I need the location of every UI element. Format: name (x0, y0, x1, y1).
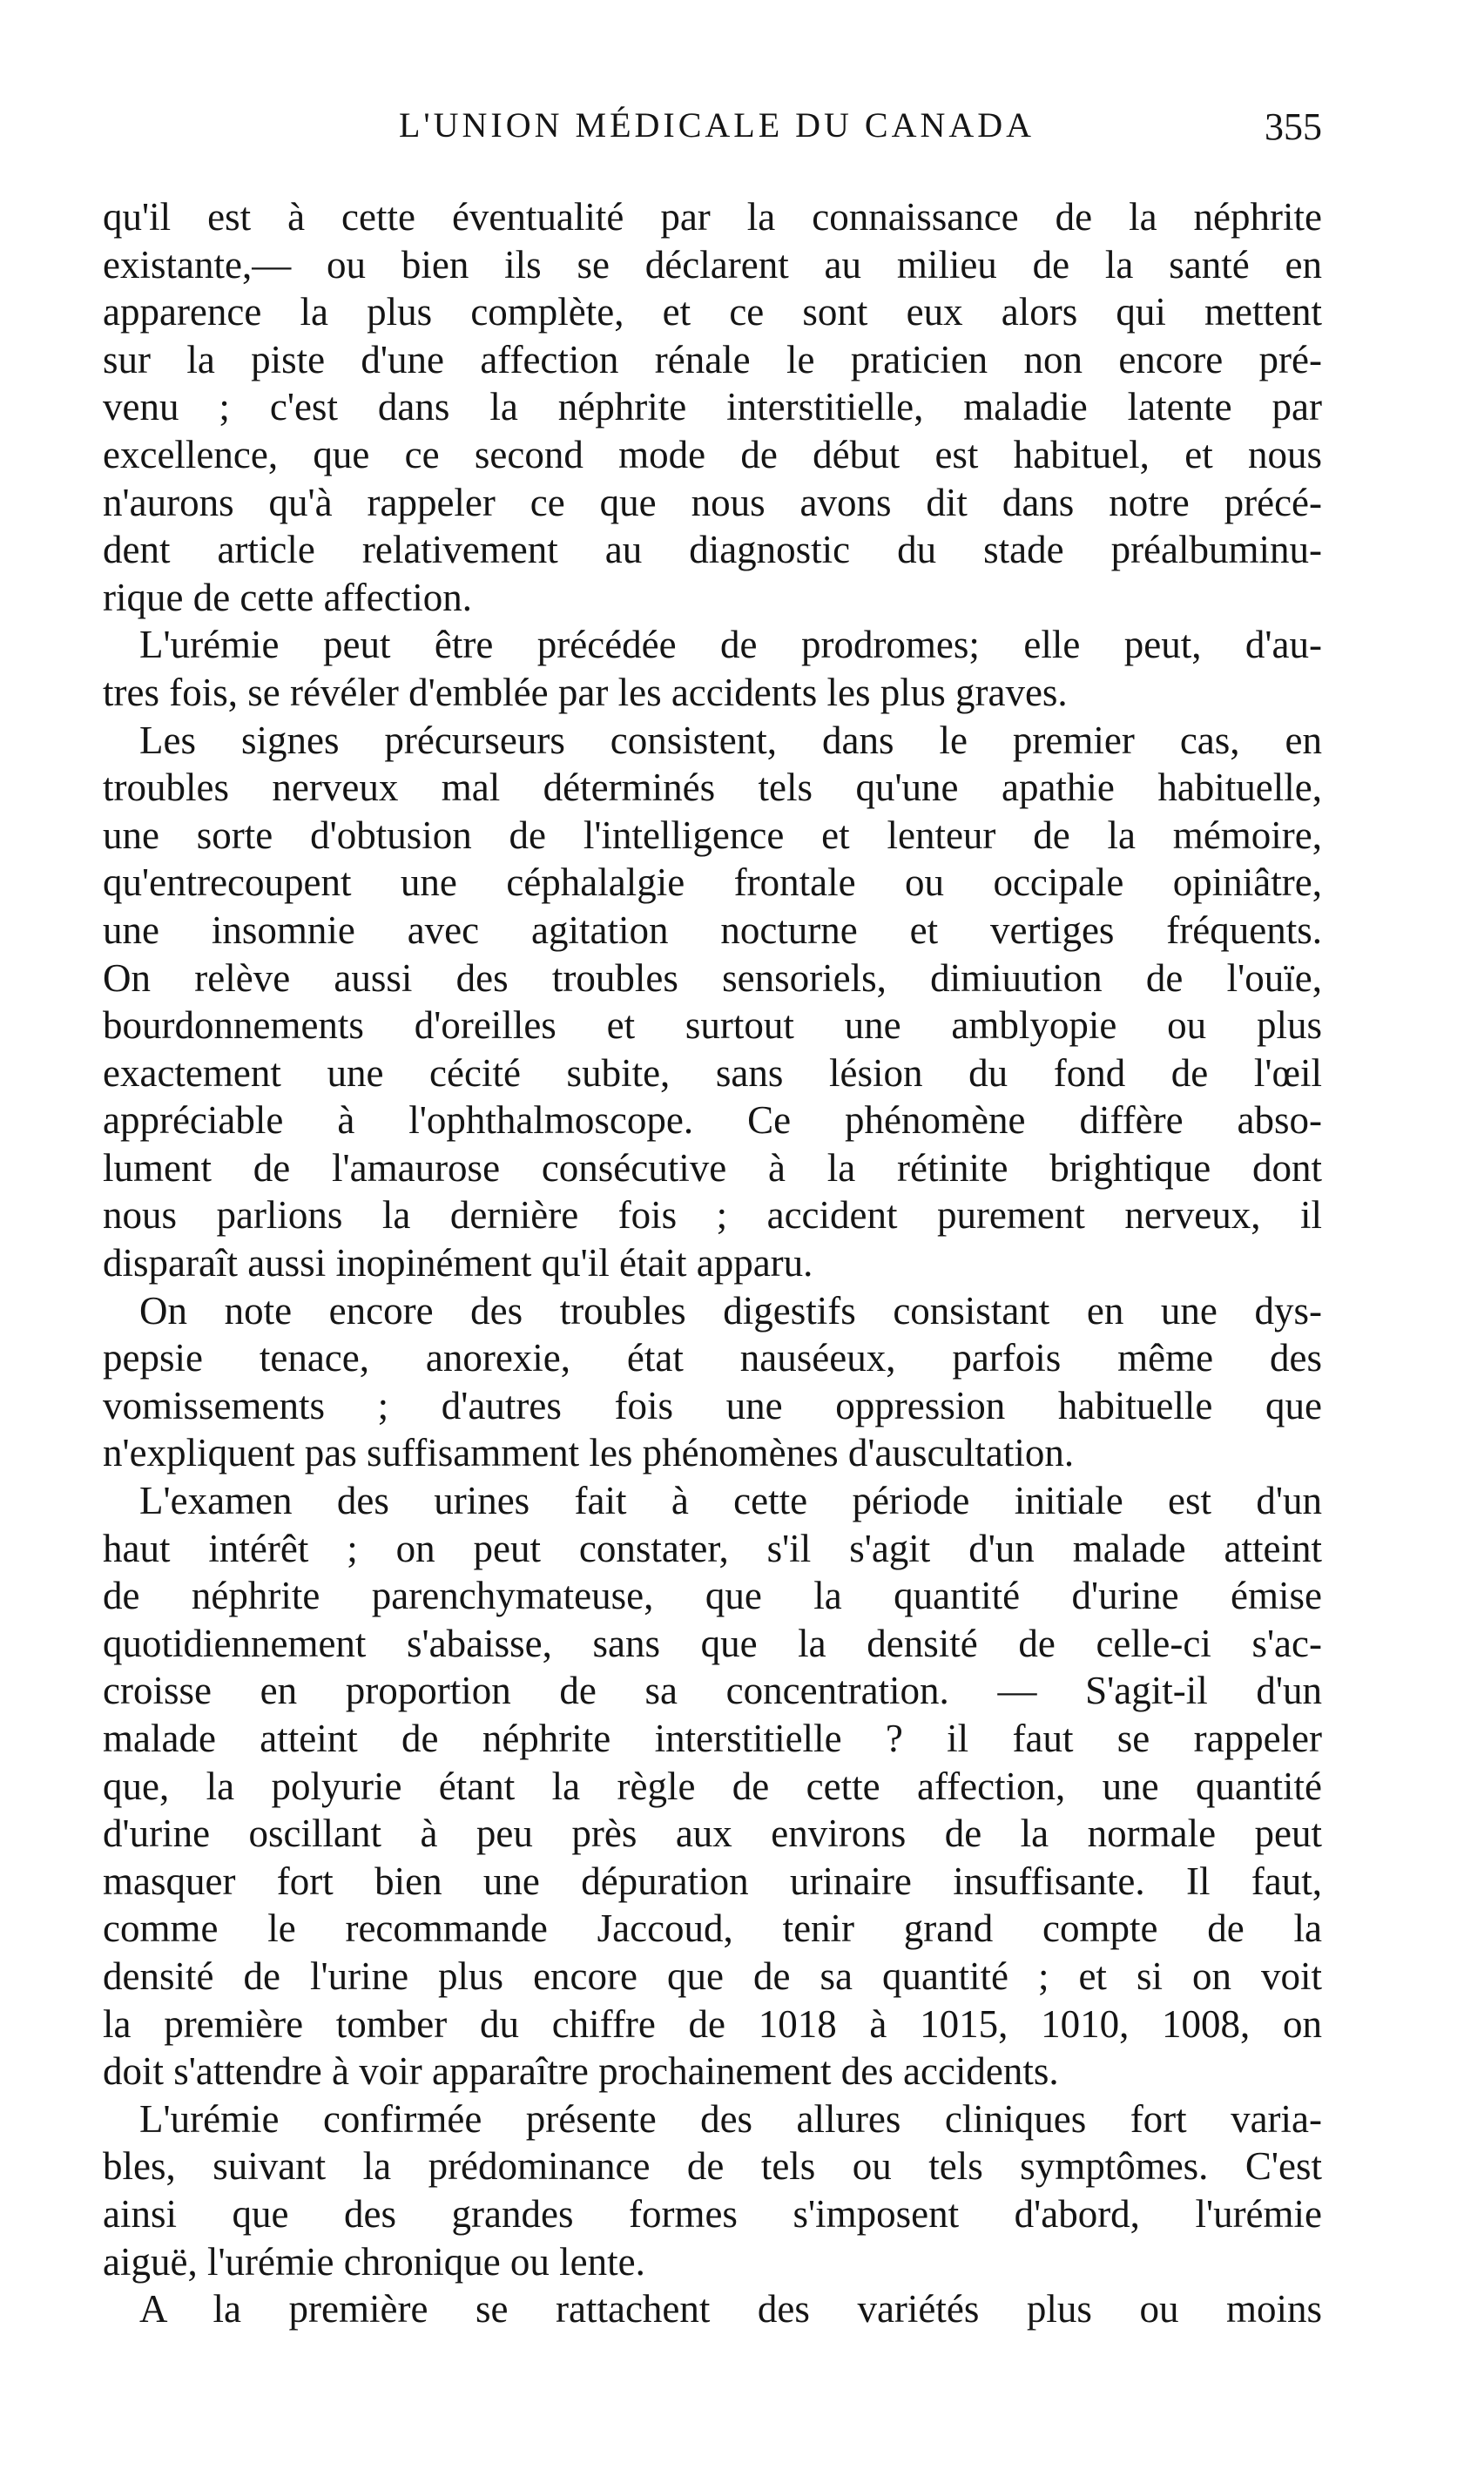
text-line: existante,— ou bien ils se déclarent au milieu de la santé en (103, 242, 1322, 287)
journal-title: L'UNION MÉDICALE DU CANADA (399, 105, 1035, 145)
text-line: densité de l'urine plus encore que de sa quantité ; et si on voit (103, 1954, 1322, 1998)
page-number: 355 (1265, 105, 1322, 148)
text-line: tres fois, se révéler d'emblée par les accidents les plus graves. (103, 670, 1068, 714)
text-line: la première tomber du chiffre de 1018 à 1015, 1010, 1008, on (103, 2001, 1322, 2046)
text-line: pepsie tenace, anorexie, état nauséeux, parfois même des (103, 1336, 1322, 1380)
text-line: appréciable à l'ophthalmoscope. Ce phénomène diffère abso- (103, 1098, 1322, 1143)
text-line: n'aurons qu'à rappeler ce que nous avons dit dans notre précé- (103, 480, 1322, 524)
text-line: excellence, que ce second mode de début est habituel, et nous (103, 432, 1322, 476)
text-line: que, la polyurie étant la règle de cette affection, une quantité (103, 1764, 1322, 1808)
text-line: une insomnie avec agitation nocturne et vertiges fréquents. (103, 908, 1322, 952)
text-line: L'urémie confirmée présente des allures cliniques fort varia- (139, 2096, 1322, 2141)
text-line: croisse en proportion de sa concentration. — S'agit-il d'un (103, 1669, 1322, 1713)
text-line: exactement une cécité subite, sans lésion du fond de l'œil (103, 1050, 1322, 1095)
text-line: qu'entrecoupent une céphalalgie frontale ou occipale opiniâtre, (103, 860, 1322, 905)
text-line: doit s'attendre à voir apparaître prochainement des accidents. (103, 2049, 1059, 2094)
body-text (103, 193, 1322, 2333)
text-line: bourdonnements d'oreilles et surtout une amblyopie ou plus (103, 1003, 1322, 1048)
text-line: qu'il est à cette éventualité par la connaissance de la néphrite (103, 195, 1322, 239)
text-line: vomissements ; d'autres fois une oppression habituelle que (103, 1383, 1322, 1427)
text-line: aiguë, l'urémie chronique ou lente. (103, 2239, 645, 2284)
text-line: On relève aussi des troubles sensoriels, dimiuution de l'ouïe, (103, 955, 1322, 1000)
text-line: lument de l'amaurose consécutive à la rétinite brightique dont (103, 1145, 1322, 1190)
text-line: apparence la plus complète, et ce sont eux alors qui mettent (103, 290, 1322, 334)
text-line: de néphrite parenchymateuse, que la quantité d'urine émise (103, 1574, 1322, 1618)
text-line: bles, suivant la prédominance de tels ou tels symptômes. C'est (103, 2144, 1322, 2189)
text-line: malade atteint de néphrite interstitielle ? il faut se rappeler (103, 1717, 1322, 1760)
text-line: d'urine oscillant à peu près aux environs de la normale peut (103, 1812, 1322, 1856)
text-line: masquer fort bien une dépuration urinaire insuffisante. Il faut, (103, 1859, 1322, 1903)
text-line: L'examen des urines fait à cette période initiale est d'un (139, 1479, 1322, 1523)
text-line: ainsi que des grandes formes s'imposent d'abord, l'urémie (103, 2191, 1322, 2236)
text-line: On note encore des troubles digestifs consistant en une dys- (139, 1288, 1322, 1333)
text-line: comme le recommande Jaccoud, tenir grand compte de la (103, 1906, 1322, 1951)
text-line: L'urémie peut être précédée de prodromes; elle peut, d'au- (139, 623, 1322, 667)
text-line: nous parlions la dernière fois ; accident purement nerveux, il (103, 1193, 1322, 1238)
running-head (103, 105, 1322, 157)
text-line: une sorte d'obtusion de l'intelligence et lenteur de la mémoire, (103, 813, 1322, 857)
text-line: quotidiennement s'abaisse, sans que la densité de celle-ci s'ac- (103, 1621, 1322, 1665)
text-line: n'expliquent pas suffisamment les phénomènes d'auscultation. (103, 1431, 1075, 1475)
text-line: A la première se rattachent des variétés plus ou moins (139, 2287, 1322, 2331)
text-line: haut intérêt ; on peut constater, s'il s'agit d'un malade atteint (103, 1526, 1322, 1570)
text-line: sur la piste d'une affection rénale le praticien non encore pré- (103, 337, 1322, 381)
text-line: Les signes précurseurs consistent, dans le premier cas, en (139, 718, 1322, 762)
text-line: dent article relativement au diagnostic du stade préalbuminu- (103, 528, 1322, 572)
text-line: troubles nerveux mal déterminés tels qu'une apathie habituelle, (103, 766, 1322, 810)
text-line: venu ; c'est dans la néphrite interstitielle, maladie latente par (103, 385, 1322, 429)
text-line: rique de cette affection. (103, 575, 472, 619)
text-line: disparaît aussi inopinément qu'il était apparu. (103, 1241, 813, 1285)
